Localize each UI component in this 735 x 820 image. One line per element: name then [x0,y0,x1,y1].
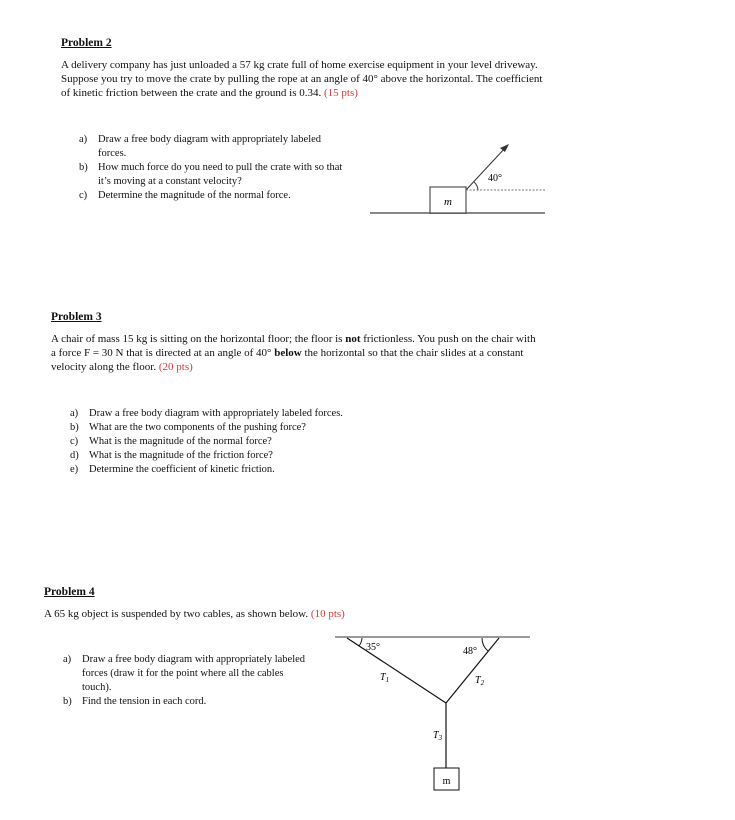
problem-2-text [61,58,551,100]
emphasis-below: below [274,347,302,359]
suspended-mass-diagram [330,628,535,800]
problem-3-points: (20 pts) [158,361,193,373]
angle-label: 40° [488,173,502,184]
problem-3-heading: Problem 3 [51,311,102,323]
list-item: a) Draw a free body diagram with appropriately labeled forces. [70,408,343,419]
cable-t1 [347,638,446,703]
t3-label: $T_3$ [433,730,443,742]
problem-3-questions [70,407,410,477]
list-item: c) Determine the magnitude of the normal force. [79,190,291,201]
angle-arc-left [359,638,362,646]
hanging-mass-label: m [442,776,451,787]
problem-4-points: (10 pts) [310,608,345,620]
rope-arrowhead [500,144,509,152]
crate-mass-label: m [444,196,452,208]
angle-arc [474,182,478,190]
problem-4-questions [63,653,308,709]
angle-right-label: 48° [463,646,477,657]
list-item: c) What is the magnitude of the normal force? [70,436,272,447]
list-item: e) Determine the coefficient of kinetic friction. [70,464,275,475]
angle-left-label: 35° [366,642,380,653]
list-item: a) Draw a free body diagram with appropriately labeled forces. [79,134,322,159]
list-item: a) Draw a free body diagram with appropriately labeled forces (draw it for the point where all the cables touch). [63,654,306,693]
crate-diagram [360,135,555,225]
problem-3-text: A chair of mass 15 kg is sitting on the horizontal floor; the floor is not frictionless. You push on the chair with a force F = 30 N that is directed at an angle of 40° below the horizontal so that the chair slides at a constant velocity along the floor. (20 pts) [51,333,536,373]
problem-2-points: (15 pts) [324,87,358,99]
list-item: b) How much force do you need to pull the crate with so that it’s moving at a constant velocity? [79,162,343,187]
list-item: b) What are the two components of the pushing force? [70,422,306,433]
emphasis-not: not [345,333,361,345]
problem-2-questions [79,133,349,203]
t2-label: $T_2$ [475,675,485,687]
list-item: b) Find the tension in each cord. [63,696,207,707]
problem-2-heading: Problem 2 [61,37,112,49]
problem-4-heading: Problem 4 [44,586,95,598]
t1-label: $T_1$ [380,672,390,684]
problem-4-text: A 65 kg object is suspended by two cables, as shown below. (10 pts) [44,608,345,620]
problem-2-body: A delivery company has just unloaded a 57 kg crate full of home exercise equipment in your level driveway. Suppose you try to move the crate by pulling the rope at an angle of 40° above the horizontal. The coefficient of kinetic friction between the crate and the ground is 0.34. [61,59,543,99]
list-item: d) What is the magnitude of the friction force? [70,450,273,461]
angle-arc-right [482,638,488,651]
